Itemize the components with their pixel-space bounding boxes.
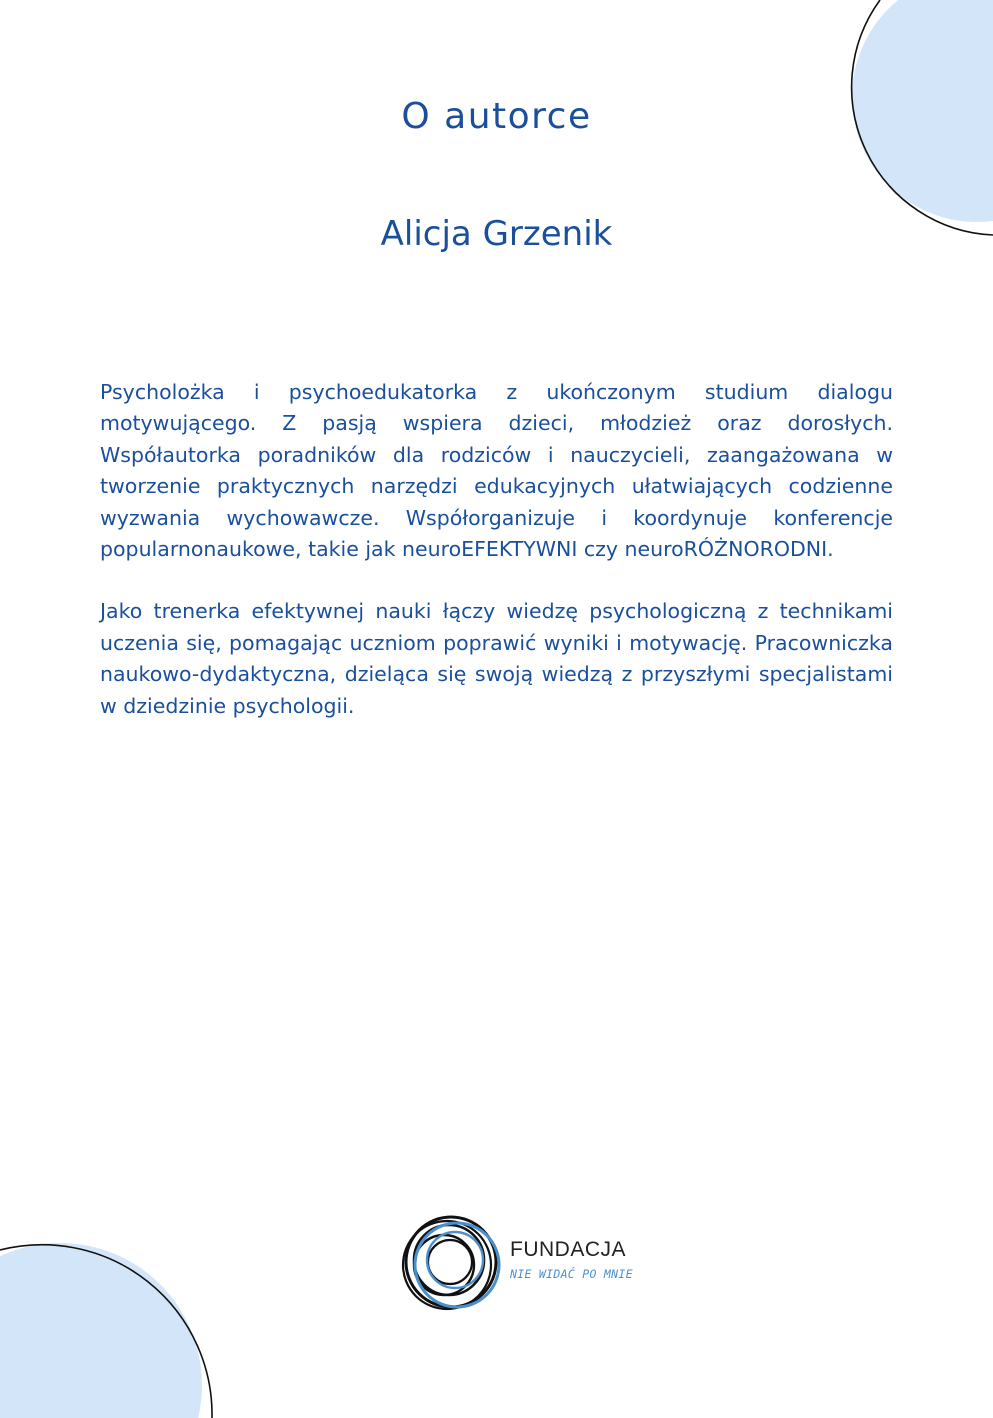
author-name: Alicja Grzenik [380, 214, 613, 254]
logo-name: FUNDACJA [510, 1238, 627, 1261]
bio-paragraph-1: Psycholożka i psychoedukatorka z ukończonym studium dialogu motywującego. Z pasją wspiera dzieci, młodzież oraz dorosłych. Współautorka poradników dla rodziców i nauczycieli, zaangażowana w tworzenie praktycznych narzędzi edukacyjnych ułatwiających codzienne wyzwania wychowawcze. Współorganizuje i koordynuje konferencje popularnonaukowe, takie jak neuroEFEKTYWNI czy neuroRÓŻNORODNI. [100, 380, 893, 562]
bottom-left-decor-circle [0, 1243, 212, 1418]
page-title: O autorce [401, 96, 592, 137]
author-bio [100, 377, 893, 722]
foundation-logo [397, 1210, 637, 1315]
bio-paragraph-2: Jako trenerka efektywnej nauki łączy wiedzę psychologiczną z technikami uczenia się, pomagając uczniom poprawić wyniki i motywację. Pracowniczka naukowo-dydaktyczna, dzieląca się swoją wiedzą z przyszłymi specjalistami w dziedzinie psychologii. [100, 599, 893, 718]
logo-tagline: NIE WIDAĆ PO MNIE [510, 1267, 633, 1281]
circles-logo-icon [397, 1210, 502, 1315]
